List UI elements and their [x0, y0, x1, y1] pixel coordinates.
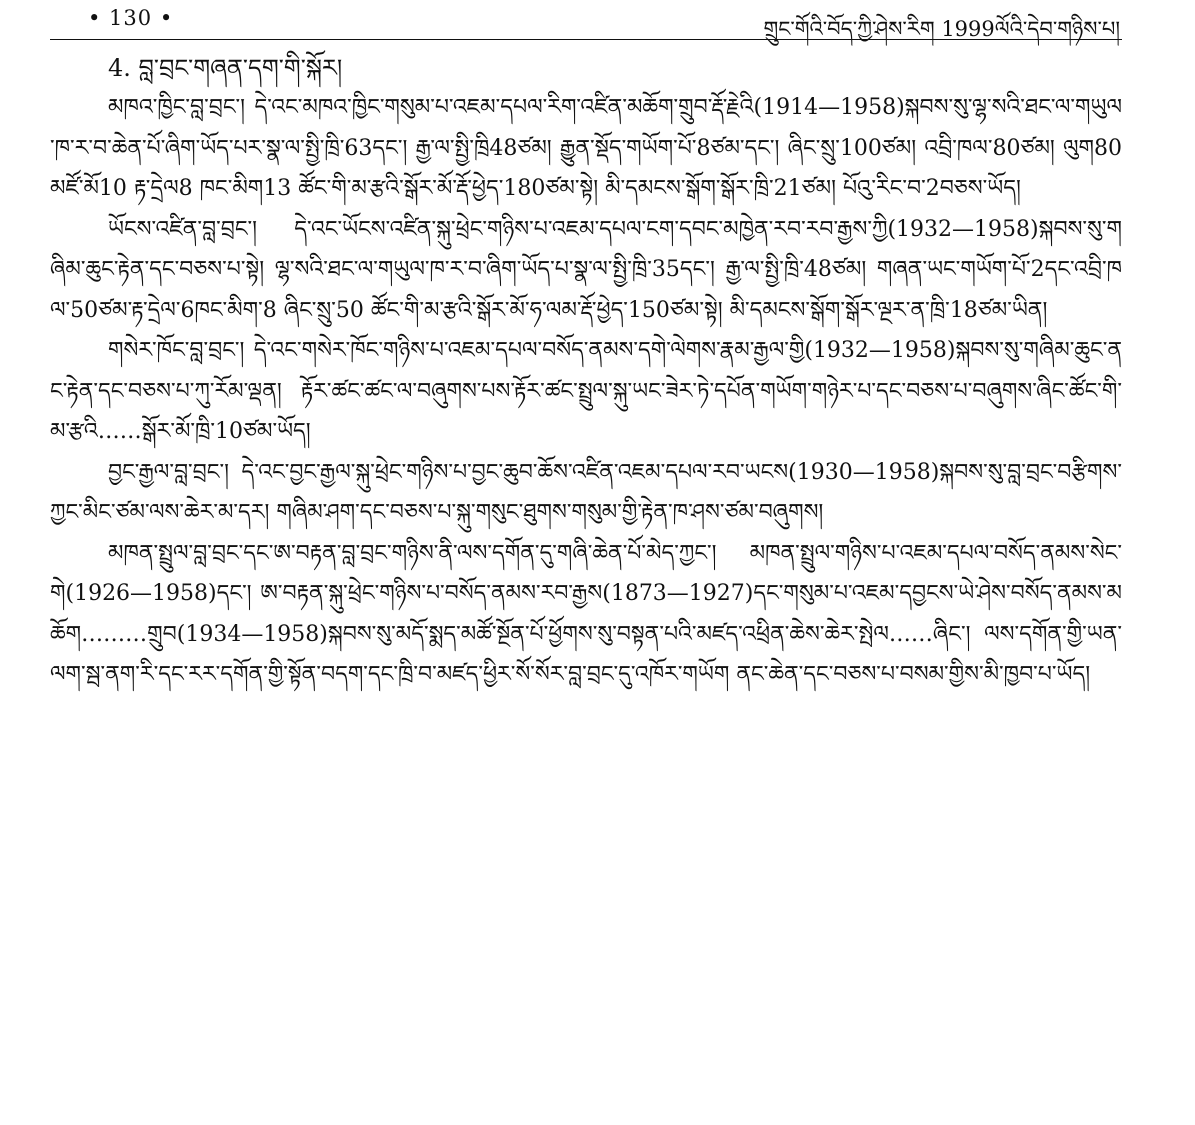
- page-number: • 130 •: [88, 6, 174, 30]
- header-rule: [50, 39, 1122, 40]
- paragraph-khentrul-ladrang: མཁན་སྤྲུལ་བླ་བྲང་དང་ཨ་བརྟན་བླ་བྲང་གཉིས་ནི་ལས་དགོན་དུ་གཞི་ཆེན་པོ་མེད་ཀྱང་། མཁན་སྤྲུལ་གཉིས་པ་འཇམ་དཔལ་བསོད་ནམས་སེང་གེ(1926—1958)དང་། ཨ་བརྟན་སྐུ་ཕྲེང་གཉིས་པ་བསོད་ནམས་རབ་རྒྱས(1873—1927)དང་གསུམ་པ་འཇམ་དབྱངས་ཡེ་ཤེས་བསོད་ནམས་མཆོག………གྲུབ(1934—1958)སྐབས་སུ་མདོ་སྨད་མཚོ་སྔོན་པོ་ཕྱོགས་སུ་བསྟན་པའི་མཛད་འཕྲིན་ཆེས་ཆེར་སྤེལ……ཞིང་། ལས་དགོན་གྱི་ཡན་ལག་སྦ་ནག་རི་དང་རར་དགོན་གྱི་སྟོན་བདག་དང་ཁྲི་བ་མཛད་ཕྱིར་སོ་སོར་བླ་བྲང་དུ་འཁོར་གཡོག ནང་ཆེན་དང་བཅས་པ་བསམ་གྱིས་མི་ཁྱབ་པ་ཡོད།: [50, 540, 1122, 687]
- section-title: 4. བླ་བྲང་གཞན་དག་གི་སྐོར།: [108, 54, 343, 82]
- page-header: [50, 6, 1122, 41]
- paragraph-jangyal-ladrang: བྱང་རྒྱལ་བླ་བྲང་། དེ་འང་བྱང་རྒྱལ་སྐུ་ཕྲེང་གཉིས་པ་བྱང་ཆུབ་ཆོས་འཛིན་འཇམ་དཔལ་རབ་ཡངས(1930—1958)སྐབས་སུ་བླ་བྲང་བརྩིགས་ཀྱང་མིང་ཙམ་ལས་ཆེར་མ་དར། གཞིམ་ཤག་དང་བཅས་པ་སྐུ་གསུང་ཐུགས་གསུམ་གྱི་རྟེན་ཁ་ཤས་ཙམ་བཞུགས།: [50, 459, 1122, 525]
- main-text: [50, 48, 1122, 696]
- paragraph-serkhong-ladrang: གསེར་ཁོང་བླ་བྲང་། དེ་འང་གསེར་ཁོང་གཉིས་པ་འཇམ་དཔལ་བསོད་ནམས་དགེ་ལེགས་རྣམ་རྒྱལ་གྱི(1932—1958)སྐབས་སུ་གཞིམ་ཆུང་ནང་རྟེན་དང་བཅས་པ་ཀུ་ཪོམ་ལྡན། རྟོར་ཚང་ཚང་ལ་བཞུགས་པས་རྟོར་ཚང་སྤྲུལ་སྐུ་ཡང་ཟེར་ཏེ་དཔོན་གཡོག་གཉེར་པ་དང་བཅས་པ་བཞུགས་ཞིང་ཚོང་གི་མ་རྩའི……སྒོར་མོ་ཁྲི་10ཙམ་ཡོད།: [50, 338, 1122, 444]
- running-title: གྲུང་གོའི་བོད་ཀྱི་ཤེས་རིག 1999ལོའི་དེབ་གཉིས་པ།: [763, 17, 1120, 41]
- paragraph-yongdzin-ladrang: ཡོངས་འཛིན་བླ་བྲང་། དེ་འང་ཡོངས་འཛིན་སྐུ་ཕྲེང་གཉིས་པ་འཇམ་དཔལ་ངག་དབང་མཁྱེན་རབ་རབ་རྒྱས་ཀྱི(1932—1958)སྐབས་སུ་གཞིམ་ཆུང་རྟེན་དང་བཅས་པ་སྟེ། ལྷ་སའི་ཐང་ལ་གཡུལ་ཁ་ར་བ་ཞིག་ཡོད་པ་སྣ་ལ་སྤྱི་ཁྲི་35དང་། རྒྱ་ལ་སྤྱི་ཁྲི་48ཙམ། གཞན་ཡང་གཡོག་པོ་2དང་འབྲི་ཁལ་50ཙམ་རྟ་དྲེལ་6ཁང་མིག་8 ཞིང་སྲུ་50 ཚོང་གི་མ་རྩའི་སྒོར་མོ་ཧ་ལམ་རྡོ་ཕྱེད་150ཙམ་སྟེ། མི་དམངས་སྒོག་སྒོར་ལྔར་ན་ཁྲི་18ཙམ་ཡིན།: [50, 216, 1122, 323]
- paragraph-khyung-ladrang: མཁའ་ཁྱིང་བླ་བྲང་། དེ་འང་མཁའ་ཁྱིང་གསུམ་པ་འཇམ་དཔལ་རིག་འཛིན་མཆོག་གྲུབ་རྡོ་རྗེའི(1914—1958)སྐབས་སུ་ལྷ་སའི་ཐང་ལ་གཡུལ་ཁ་ར་བ་ཆེན་པོ་ཞིག་ཡོད་པར་སྣ་ལ་སྤྱི་ཁྲི་63དང་། རྒྱ་ལ་སྤྱི་ཁྲི48ཙམ། རྒྱུན་སྡོད་གཡོག་པོ་8ཙམ་དང་། ཞིང་སྲུ་100ཙམ། འབྲི་ཁལ་80ཙམ། ལུག80 མཛོ་མོ10 རྟ་དྲེལ8 ཁང་མིག13 ཚོང་གི་མ་རྩའི་སྒོར་མོ་རྡོ་ཕྱེད་180ཙམ་སྟེ། མི་དམངས་སྒོག་སྒོར་ཁྲི་21ཙམ། པོའུ་རིང་བ་2བཅས་ཡོད།: [50, 95, 1122, 201]
